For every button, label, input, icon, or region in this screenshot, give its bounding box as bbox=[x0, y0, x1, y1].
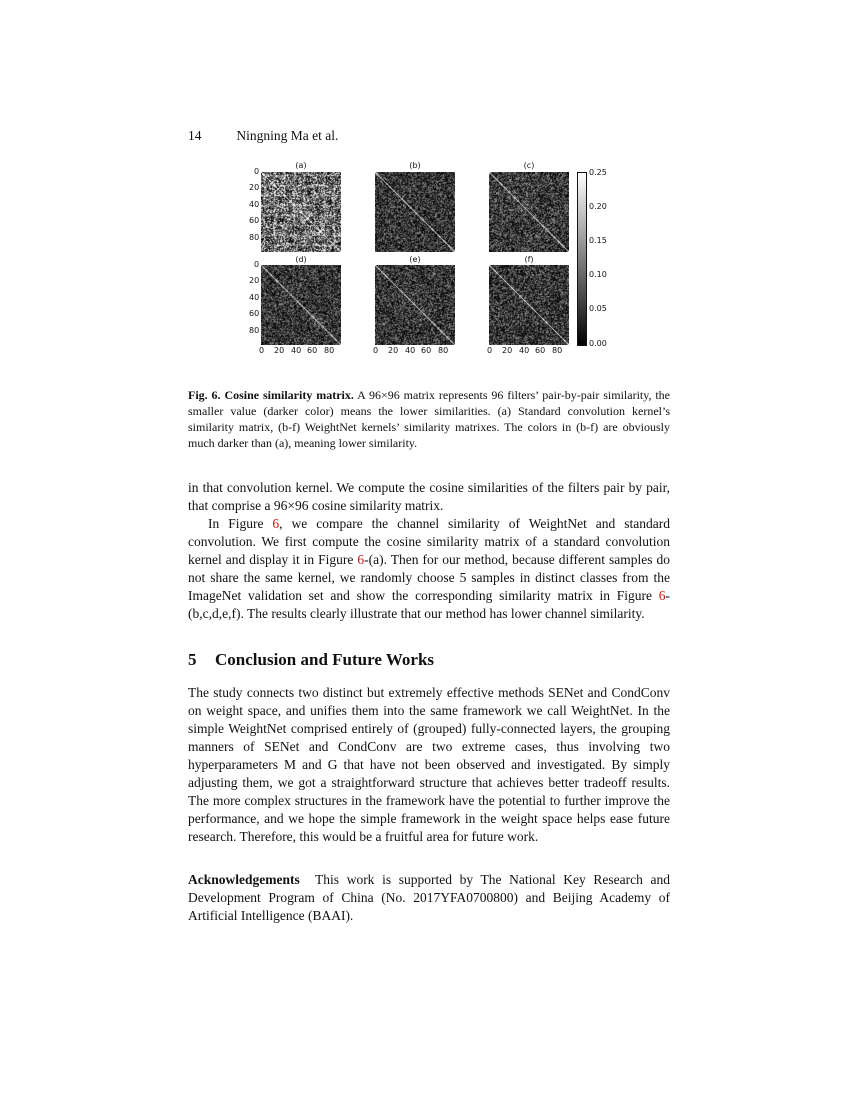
x-tick-label: 20 bbox=[388, 346, 399, 355]
heatmap-c bbox=[489, 172, 569, 252]
x-tick-label: 80 bbox=[552, 346, 563, 355]
y-tick-label: 60 bbox=[249, 309, 260, 318]
y-tick-label: 0 bbox=[254, 167, 260, 176]
y-tick-label: 20 bbox=[249, 276, 260, 285]
panel-label-f: (f) bbox=[524, 255, 534, 264]
x-tick-label: 60 bbox=[421, 346, 432, 355]
body-paragraph-1: in that convolution kernel. We compute the cosine similarities of the filters pair by pair, that comprise a 96×96 cosine similarity matrix. bbox=[188, 480, 670, 513]
colorbar-tick-label: 0.20 bbox=[589, 202, 607, 211]
colorbar-tick-label: 0.10 bbox=[589, 270, 607, 279]
x-tick-label: 40 bbox=[405, 346, 416, 355]
x-tick-label: 0 bbox=[487, 346, 493, 355]
heatmap-a bbox=[261, 172, 341, 252]
panel-d bbox=[261, 265, 341, 350]
x-tick-label: 60 bbox=[535, 346, 546, 355]
x-tick-label: 20 bbox=[502, 346, 513, 355]
y-tick-label: 60 bbox=[249, 216, 260, 225]
body-paragraph-2 bbox=[188, 515, 670, 623]
conclusion-paragraph: The study connects two distinct but extremely effective methods SENet and CondConv on weight space, and unifies them into the same framework we call WeightNet. In the simple WeightNet comprised entirely of (grouped) fully-connected layers, the grouping manners of SENet and CondConv are two extreme cases, thus involving two hyperparameters M and G that have not been observed and investigated. By simply adjusting them, we got a straightforward structure that achieves better tradeoff results. The more complex structures in the framework have the potential to further improve the performance, and we hope the simple framework in the weight space helps ease future research. Therefore, this would be a fruitful area for future work. bbox=[188, 685, 670, 844]
colorbar-tick-label: 0.00 bbox=[589, 339, 607, 348]
x-tick-label: 20 bbox=[274, 346, 285, 355]
x-tick-label: 0 bbox=[259, 346, 265, 355]
x-tick-label: 60 bbox=[307, 346, 318, 355]
colorbar bbox=[577, 172, 587, 346]
x-tick-label: 0 bbox=[373, 346, 379, 355]
figure-6-link[interactable]: 6 bbox=[357, 552, 365, 567]
y-tick-label: 40 bbox=[249, 200, 260, 209]
panel-b bbox=[375, 172, 455, 257]
panel-label-d: (d) bbox=[295, 255, 307, 264]
heatmap-b bbox=[375, 172, 455, 252]
panel-c bbox=[489, 172, 569, 257]
figure-caption bbox=[188, 387, 670, 451]
y-tick-label: 80 bbox=[249, 326, 260, 335]
p2-text-d: -(b,c,d,e,f). The results clearly illustrate that our method has lower channel similarity. bbox=[188, 588, 670, 621]
figure-6-link[interactable]: 6 bbox=[272, 516, 280, 531]
colorbar-tick-label: 0.05 bbox=[589, 304, 607, 313]
heatmap-e bbox=[375, 265, 455, 345]
panel-label-b: (b) bbox=[409, 161, 421, 170]
page-number: 14 bbox=[188, 128, 202, 143]
panel-a bbox=[261, 172, 341, 257]
panel-label-e: (e) bbox=[409, 255, 421, 264]
y-tick-label: 80 bbox=[249, 233, 260, 242]
caption-text: A 96×96 matrix represents 96 filters’ pair-by-pair similarity, the smaller value (darker color) means the lower similarities. (a) Standard convolution kernel’s similarity matrix, (b-f) WeightNet kernels’ similarity matrixes. The colors in (b-f) are obviously much darker than (a), meaning lower similarity. bbox=[188, 388, 671, 450]
section-heading bbox=[188, 650, 434, 670]
x-tick-label: 40 bbox=[519, 346, 530, 355]
panel-f bbox=[489, 265, 569, 350]
caption-label: Fig. 6. bbox=[188, 388, 221, 402]
x-tick-label: 80 bbox=[438, 346, 449, 355]
panel-e bbox=[375, 265, 455, 350]
x-tick-label: 80 bbox=[324, 346, 335, 355]
acknowledgements-title: Acknowledgements bbox=[188, 872, 300, 887]
section-title: Conclusion and Future Works bbox=[215, 650, 435, 669]
y-tick-label: 20 bbox=[249, 183, 260, 192]
p2-text-c: -(a). Then for our method, because different samples do not share the same kernel, we randomly choose 5 samples in distinct classes from the ImageNet validation set and show the corresponding similarity matrix in Figure bbox=[188, 552, 670, 603]
section-number: 5 bbox=[188, 650, 197, 669]
panel-label-c: (c) bbox=[523, 161, 535, 170]
panel-label-a: (a) bbox=[295, 161, 307, 170]
heatmap-d bbox=[261, 265, 341, 345]
x-tick-label: 40 bbox=[291, 346, 302, 355]
y-tick-label: 0 bbox=[254, 260, 260, 269]
running-head bbox=[188, 128, 338, 144]
running-head-authors: Ningning Ma et al. bbox=[236, 128, 339, 143]
colorbar-tick-label: 0.15 bbox=[589, 236, 607, 245]
caption-title: Cosine similarity matrix. bbox=[224, 388, 354, 402]
p2-text-a: In Figure bbox=[208, 516, 273, 531]
figure-6-link[interactable]: 6 bbox=[658, 588, 666, 603]
acknowledgements-text: This work is supported by The National Key Research and Development Program of China (No. 2017YFA0700800) and Beijing Academy of Artificial Intelligence (BAAI). bbox=[188, 872, 671, 923]
y-tick-label: 40 bbox=[249, 293, 260, 302]
p2-text-b: , we compare the channel similarity of WeightNet and standard convolution. We first compute the cosine similarity matrix of a standard convolution kernel and display it in Figure bbox=[188, 516, 670, 567]
acknowledgements-paragraph bbox=[188, 871, 670, 925]
colorbar-tick-label: 0.25 bbox=[589, 168, 607, 177]
heatmap-f bbox=[489, 265, 569, 345]
